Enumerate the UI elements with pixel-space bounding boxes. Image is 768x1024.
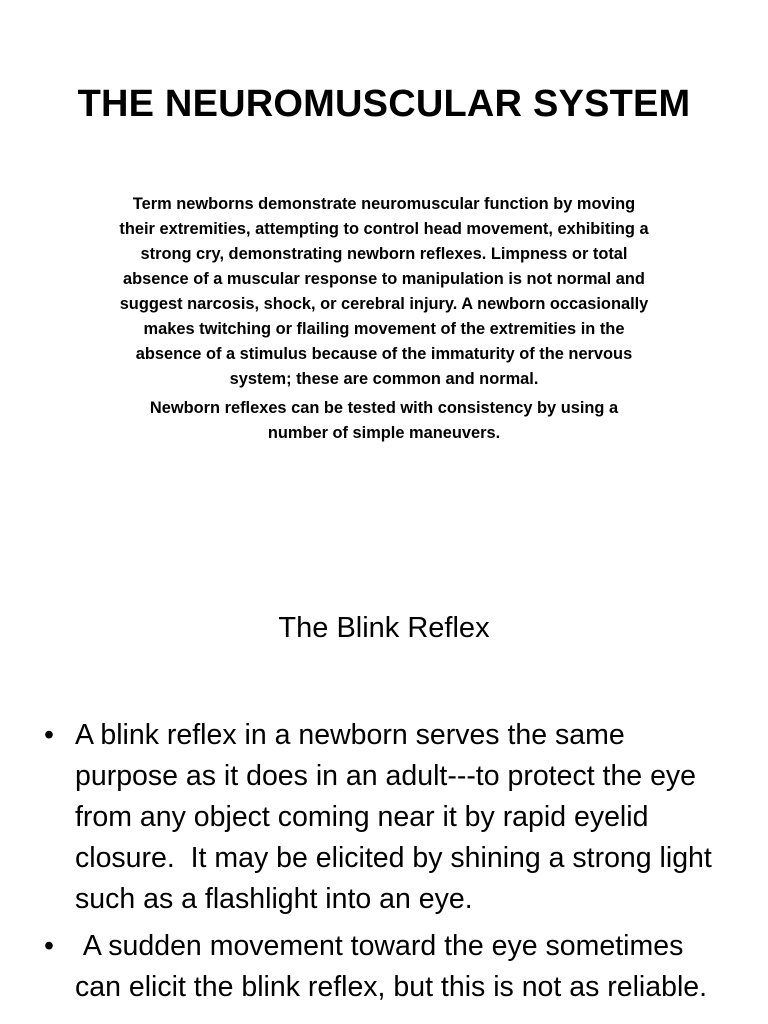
slide-title: THE NEUROMUSCULAR SYSTEM — [77, 83, 691, 125]
bullet-dot-icon: • — [44, 719, 54, 751]
section-title: The Blink Reflex — [278, 612, 490, 644]
bullet-text: A sudden movement toward the eye sometimes can elicit the blink reflex, but this is not as reliable. — [75, 930, 708, 1003]
bullet-list — [0, 715, 768, 1014]
intro-paragraph: Term newborns demonstrate neuromuscular function by moving their extremities, attempting to control head movement, exhibiting a strong cry, demonstrating newborn reflexes. Limpness or total absence of a muscular response to manipulation is not normal and suggest narcosis, shock, or cerebral injury. A newborn occasionally makes twitching or flailing movement of the extremities in the absence of a stimulus because of the immaturity of the nervous system; these are common and normal. — [119, 195, 649, 388]
bullet-text: A blink reflex in a newborn serves the same purpose as it does in an adult---to protect the eye from any object coming near it by rapid eyelid closure. It may be elicited by shining a strong light such as a flashlight into an eye. — [75, 719, 720, 915]
intro-paragraph: Newborn reflexes can be tested with consistency by using a number of simple maneuvers. — [149, 399, 619, 442]
bullet-item — [0, 715, 768, 920]
intro-text-block — [118, 192, 650, 446]
bullet-dot-icon: • — [44, 930, 54, 962]
bullet-item — [0, 926, 768, 1008]
